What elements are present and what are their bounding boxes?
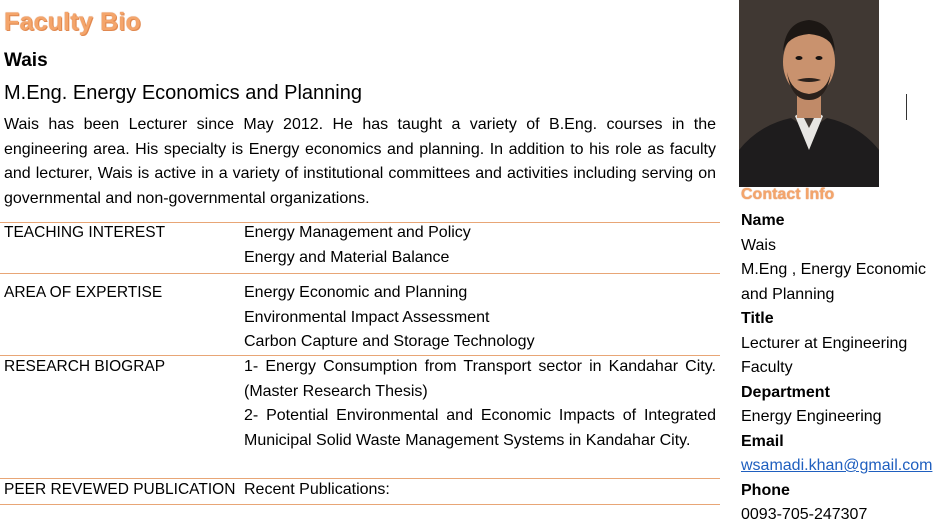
bio-paragraph: Wais has been Lecturer since May 2012. He has taught a variety of B.Eng. courses in the engineering area. His specialty is Energy economics and planning. In addition to his role as faculty and lecturer, Wais is active in a variety of institutional committees and activities including serving on governmental and non-governmental organizations. [4,116,716,207]
faculty-degree: M.Eng. Energy Economics and Planning [4,82,362,104]
contact-heading: Contact Info [741,186,835,203]
section-value: Energy Management and Policy [244,224,471,241]
contact-phone-value: 0093-705-247307 [741,506,868,523]
section-value: 2- Potential Environmental and Economic Impacts of Integrated Municipal Solid Waste Management Systems in Kandahar City. [244,407,716,449]
contact-name-degree: M.Eng , Energy Economic and Planning [741,261,926,303]
section-values-expertise [244,281,716,355]
section-value: Energy Economic and Planning [244,284,468,301]
divider [0,504,720,505]
contact-title-label: Title [741,310,774,327]
text-cursor [906,94,907,120]
section-values-teaching [244,221,716,270]
section-label-research: RESEARCH BIOGRAP [4,358,166,375]
section-label-expertise: AREA OF EXPERTISE [4,284,163,301]
email-link[interactable]: wsamadi.khan@gmail.com [741,457,933,474]
section-value: Recent Publications: [244,481,390,498]
section-value: Environmental Impact Assessment [244,308,490,326]
section-values-publications [244,478,716,503]
contact-name-value: Wais [741,236,776,254]
divider [0,273,720,274]
contact-info [741,209,947,528]
section-values-research [244,355,716,453]
section-value: 1- Energy Consumption from Transport sector in Kandahar City. (Master Research Thesis) [244,358,716,400]
contact-department-label: Department [741,383,830,401]
faculty-name: Wais [4,50,48,71]
contact-title-value: Lecturer at Engineering Faculty [741,334,908,376]
section-label-teaching: TEACHING INTEREST [4,224,166,241]
section-label-publications: PEER REVEWED PUBLICATION [4,481,236,498]
faculty-photo [739,0,879,187]
contact-phone-label: Phone [741,481,790,499]
page-heading: Faculty Bio [4,8,141,36]
contact-email-label: Email [741,432,784,450]
section-value: Carbon Capture and Storage Technology [244,333,535,350]
contact-department-value: Energy Engineering [741,408,882,425]
contact-name-label: Name [741,212,785,229]
section-value: Energy and Material Balance [244,248,450,266]
